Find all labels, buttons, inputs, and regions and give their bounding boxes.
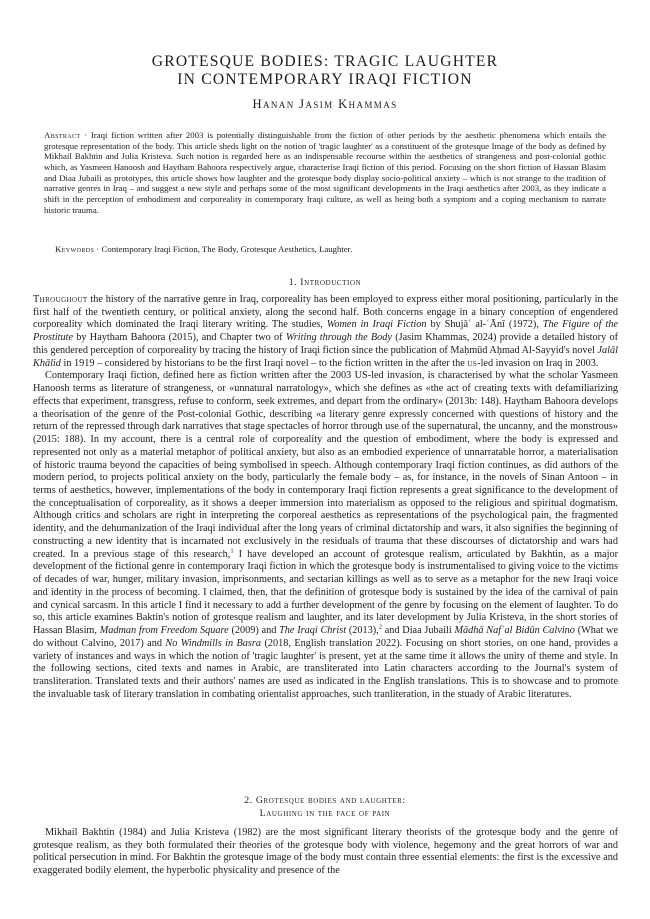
section-introduction-body bbox=[33, 294, 618, 702]
footnote-marker: 2 bbox=[378, 623, 382, 631]
section-heading-line-2: Laughing in the face of pain bbox=[259, 808, 391, 819]
paragraph: Mikhail Bakhtin (1984) and Julia Kristeva (1982) are the most significant literary theorists of the grotesque body and the genre of grotesque realism, as they both formulated their theories of the grotesque body with violence, hegemony and the great horrors of war and political persecution in mind. For Bakhtin the grotesque image of the body must contain three essential elements: the first is the excessive and exaggerated bodily element, the hyperbolic physicality and presence of the bbox=[33, 827, 618, 877]
keywords-separator: · bbox=[94, 244, 102, 254]
abstract-label: Abstract bbox=[44, 130, 81, 140]
cited-title: The Figure of the Prostitute bbox=[33, 319, 618, 344]
keywords-label: Keywords bbox=[55, 244, 95, 254]
section-heading-introduction: 1. Introduction bbox=[288, 277, 362, 288]
article-title-line-1: GROTESQUE BODIES: TRAGIC LAUGHTER bbox=[151, 53, 499, 70]
cited-title: Writing through the Body bbox=[285, 332, 392, 344]
keywords-text: Contemporary Iraqi Fiction, The Body, Grotesque Aesthetics, Laughter. bbox=[101, 244, 353, 254]
abstract bbox=[44, 130, 606, 215]
cited-title: The Iraqi Christ bbox=[279, 625, 347, 637]
article-title-line-2: IN CONTEMPORARY IRAQI FICTION bbox=[177, 71, 473, 88]
cited-title: Madman from Freedom Square bbox=[99, 625, 229, 637]
cited-title: Jalāl Khālid bbox=[33, 344, 618, 369]
section-grotesque-bodies-body bbox=[33, 827, 618, 878]
author-name: Hanan Jasim Khammas bbox=[252, 97, 398, 111]
paragraph: Contemporary Iraqi fiction, defined here as fiction written after the 2003 US-led invasion, is characterised by what the scholar Yasmeen Hanoosh terms as literature of strangeness, or «unnatural narratology», which she defines as «the act of creating texts with defamiliarizing effects that experiment, transgress, refuse to conform, seek extremes, and depart from the ordinary» (2013b: 148). Haytham Bahoora develops a theorisation of the genre of the Post-colonial Gothic, describing «a literary genre expressly concerned with questions of history and the return of the repressed through dark narratives that stage spectacles of horror through use of the supernatural, the uncanny, and the monstrous» (2015: 188). In my account, there is a central role of corporeality and the question of embodiment, where the body is expressed and represented not only as a material metaphor of political anxiety, but also as an embodied experience of unnarratable horror, a materialisation of historic trauma beyond the capacities of being symbolised in speech. Although contemporary Iraqi fiction continues, as did authors of the modern period, to projects political anxiety on the body, particularly the female body – as, for instance, in the novels of Sinan Antoon – in terms of aesthetics, however, implementations of the body in contemporary Iraqi fiction represents a great significance to the development of the conceptualisation of corporeality, as it shows a deeper immersion into materialism as opposed to the religious and spiritual dogmatism. Although critics and scholars are right in interpreting the corporeal aesthetics as representations of the psychological pain, the fragmented identity, and the dehumanization of the Iraqi individual after the long years of criminal dictatorship and wars, it also signifies the beginning of constructing a new identity that is incarnated not exclusively in the residuals of trauma that these discourses of dictatorship and wars had created. In a previous stage of this research,$^1$ I have developed an account of grotesque realism, articulated by Bakhtin, as a major development of the fictional genre in contemporary Iraqi fiction in which the grotesque body is instrumentalised to giving voice to the victims of decades of war, hunger, military invasion, imprisonments, and sectarian killings as well as to serve as a metaphor for the new Iraqi voice and identity in the process of becoming. I claimed, then, that the definition of grotesque body is sustained by the idea of the carnival of pain and cynical sarcasm. In this article I find it necessary to add a further development of the genre by focusing on the element of laughter. To do so, this article examines Baktin's notion of grotesque realism and laughter, and its later development by Julia Kristeva, in the short stories of Hassan Blasim, Madman from Freedom Square (2009) and The Iraqi Christ (2013),$^2$ and Diaa Jubaili Mādhā Nafʿal Bidūn Calvino (What we do without Calvino, 2017) and No Windmills in Basra (2018, English translation 2022). Focusing on short stories, on one hand, provides a variety of instances and ways in which the notion of 'tragic laughter' is present, yet at the same time it allows the unity of theme and style. In the following sections, cited texts and names in Arabic, are transliterated into Latin characters according to the Journal's system of transliteration. Translated texts and their authors' names are used as indicated in the English translations. This is to showcase and to promote the invaluable task of literary translation in combating orientalist approaches, such tranliteration, in the stuady of Arabic literatures. bbox=[33, 370, 619, 700]
paragraph-lead-in: Throughout bbox=[33, 294, 88, 305]
abstract-separator: · bbox=[80, 130, 91, 140]
section-heading-line-1: 2. Grotesque bodies and laughter: bbox=[244, 795, 406, 806]
cited-title: Women in Iraqi Fiction bbox=[326, 319, 427, 331]
abstract-text: Iraqi fiction written after 2003 is potentially distinguishable from the fiction of other periods by the aesthetic phenomena which entails the grotesque representation of the body. This article sheds light on the notion of 'tragic laughter' as a constituent of the grotesque Image of the body as defined by Mikhail Bakhtin and Julia Kristeva. Such notion is regarded here as an indispensable recourse within the aesthetics of strangeness and post-colonial gothic which, as Yasmeen Hanoosh and Haytham Bahoora respectively argue, characterise Iraqi fiction of this period. Focusing on the short fiction of Hassan Blasim and Diaa Jubaili as prototypes, this article shows how laughter and the grotesque body display socio-political anxiety – which is not strange to the tradition of narrative genres in Iraq – and suggest a new style and perhaps some of the most significant developments in the Iraqi aesthetics after 2003, as they indicate a shift in the perception of embodiment and corporeality in contemporary Iraqi culture, as well as being both a symptom and a coping mechanism to narrate historic trauma. bbox=[44, 130, 606, 215]
cited-title: Mādhā Nafʿal Bidūn Calvino bbox=[454, 625, 575, 637]
cited-title: No Windmills in Basra bbox=[165, 637, 262, 649]
footnote-marker: 1 bbox=[230, 547, 234, 555]
paragraph: Throughout the history of the narrative genre in Iraq, corporeality has been employed to express either moral positioning, particularly in the first half of the twentieth century, or political anxiety, along the second half. Both concerns engage in a binary conception of engendered corporeality which dominated the Iraqi literary writing. The studies, Women in Iraqi Fiction by Shujāʿ al-ʿĀnī (1972), The Figure of the Prostitute by Haytham Bahoora (2015), and Chapter two of Writing through the Body (Jasim Khammas, 2024) provide a detailed history of this gendered perception of corporeality by tracing the history of Iraqi fiction since the publication of Maḥmūd Aḥmad Al-Sayyid's novel Jalāl Khālid in 1919 – considered by historians to be the first Iraqi novel – to the fiction written in the after the us-led invasion on Iraq in 2003. bbox=[33, 294, 618, 369]
keywords bbox=[55, 244, 606, 255]
section-heading-grotesque-bodies bbox=[0, 794, 650, 820]
